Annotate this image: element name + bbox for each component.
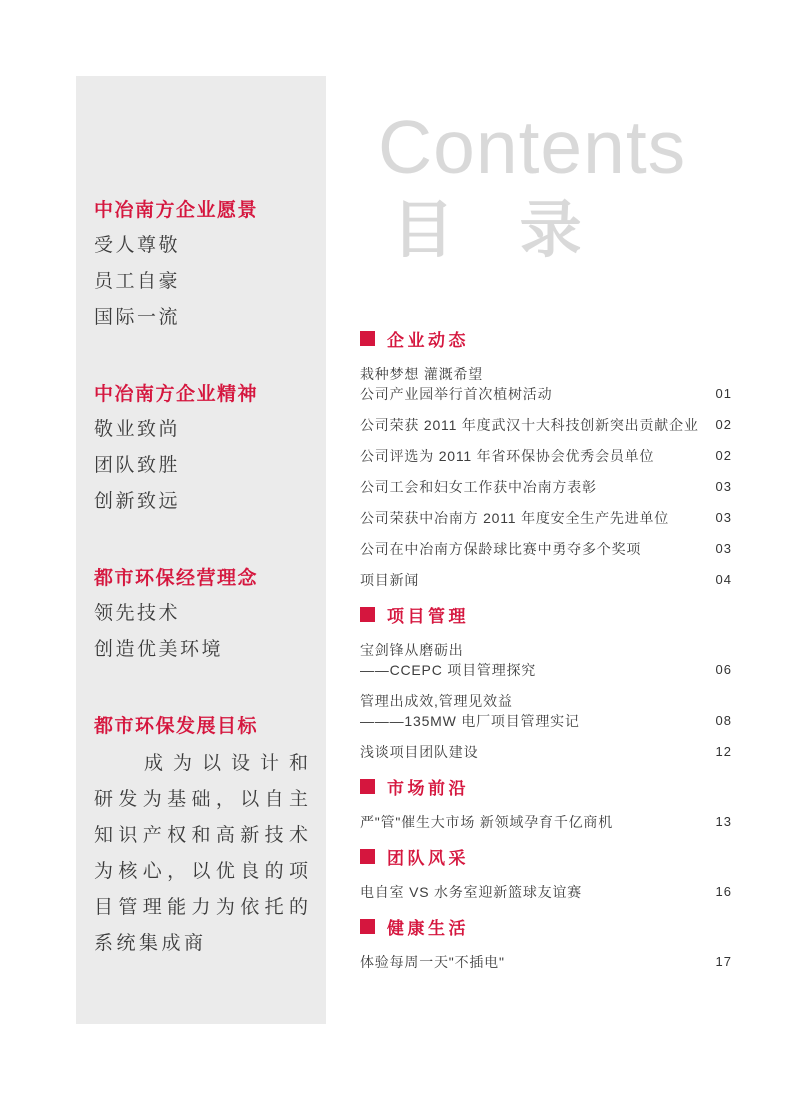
entry-title <box>360 952 505 972</box>
entry-title-line: 公司产业园举行首次植树活动 <box>360 386 553 402</box>
toc-section <box>360 602 732 762</box>
entry-title-line: 体验每周一天"不插电" <box>360 954 505 970</box>
sidebar-paragraph-line: 研发为基础，以自主 <box>94 789 308 810</box>
entry-title-line: ———135MW 电厂项目管理实记 <box>360 713 580 729</box>
section-header <box>360 326 732 351</box>
section-marker-square-icon <box>360 331 375 346</box>
section-marker-square-icon <box>360 919 375 934</box>
section-header <box>360 914 732 939</box>
sidebar-line: 领先技术 <box>94 603 181 624</box>
section-label: 团队风采 <box>387 849 469 868</box>
contents-title-zh: 目 录 <box>392 193 604 266</box>
entry-title-line: ——CCEPC 项目管理探究 <box>360 662 537 678</box>
entry-title <box>360 570 419 590</box>
entry-title <box>360 691 580 731</box>
sidebar-block <box>94 710 308 962</box>
sidebar-heading: 都市环保经营理念 <box>94 568 259 589</box>
entry-title-line: 管理出成效,管理见效益 <box>360 693 513 709</box>
entry-title <box>360 508 669 528</box>
toc-entry <box>360 691 732 731</box>
toc-entry <box>360 477 732 497</box>
entry-title <box>360 882 582 902</box>
toc-section <box>360 774 732 832</box>
sidebar-heading: 中冶南方企业愿景 <box>94 200 259 221</box>
sidebar-line: 创新致远 <box>94 491 181 512</box>
entry-title <box>360 640 536 680</box>
section-label: 市场前沿 <box>387 779 469 798</box>
entry-title <box>360 477 597 497</box>
entry-page-number: 03 <box>715 479 732 494</box>
section-marker-square-icon <box>360 607 375 622</box>
entry-title-line: 栽种梦想 灌溉希望 <box>360 366 484 382</box>
sidebar-heading: 中冶南方企业精神 <box>94 384 259 405</box>
toc-entry <box>360 508 732 528</box>
section-header <box>360 602 732 627</box>
entry-title-line: 公司评选为 2011 年省环保协会优秀会员单位 <box>360 448 655 464</box>
toc-section <box>360 914 732 972</box>
sidebar-line: 敬业致尚 <box>94 419 181 440</box>
toc-section <box>360 326 732 590</box>
entry-title-line: 公司工会和妇女工作获中冶南方表彰 <box>360 479 597 495</box>
sidebar-line: 团队致胜 <box>94 455 181 476</box>
entry-page-number: 03 <box>715 541 732 556</box>
toc-entry <box>360 742 732 762</box>
sidebar-heading: 都市环保发展目标 <box>94 716 259 737</box>
toc-entry <box>360 812 732 832</box>
entry-title-line: 公司在中冶南方保龄球比赛中勇夺多个奖项 <box>360 541 642 557</box>
entry-page-number: 16 <box>715 884 732 899</box>
sidebar-block <box>94 378 308 520</box>
sidebar-paragraph-line: 系统集成商 <box>94 933 207 954</box>
entry-page-number: 02 <box>715 448 732 463</box>
sidebar-paragraph <box>94 746 308 962</box>
entry-page-number: 02 <box>715 417 732 432</box>
toc-entry <box>360 364 732 404</box>
entry-title <box>360 742 478 762</box>
toc-section <box>360 844 732 902</box>
section-marker-square-icon <box>360 779 375 794</box>
sidebar-block <box>94 562 308 668</box>
section-label: 项目管理 <box>387 607 469 626</box>
entry-page-number: 13 <box>715 814 732 829</box>
sidebar-paragraph-line: 目管理能力为依托的 <box>94 897 308 918</box>
section-label: 健康生活 <box>387 919 469 938</box>
sidebar-paragraph-line: 为核心，以优良的项 <box>94 861 308 882</box>
entry-page-number: 03 <box>715 510 732 525</box>
entry-title <box>360 539 641 559</box>
entry-title <box>360 812 613 832</box>
section-marker-square-icon <box>360 849 375 864</box>
toc-entry <box>360 570 732 590</box>
entry-title-line: 公司荣获中冶南方 2011 年度安全生产先进单位 <box>360 510 670 526</box>
section-label: 企业动态 <box>387 331 469 350</box>
sidebar-line: 国际一流 <box>94 307 181 328</box>
toc-entry <box>360 446 732 466</box>
entry-title <box>360 446 654 466</box>
toc-list <box>360 326 732 983</box>
sidebar <box>76 76 326 1024</box>
section-header <box>360 774 732 799</box>
entry-page-number: 01 <box>715 386 732 401</box>
section-header <box>360 844 732 869</box>
toc-entry <box>360 539 732 559</box>
entry-title <box>360 364 552 404</box>
entry-title-line: 公司荣获 2011 年度武汉十大科技创新突出贡献企业 <box>360 417 699 433</box>
entry-title-line: 宝剑锋从磨砺出 <box>360 642 464 658</box>
sidebar-line: 创造优美环境 <box>94 639 224 660</box>
sidebar-paragraph-line: 知识产权和高新技术 <box>94 825 308 846</box>
entry-title <box>360 415 699 435</box>
toc-entry <box>360 882 732 902</box>
entry-page-number: 08 <box>715 713 732 728</box>
entry-title-line: 浅谈项目团队建设 <box>360 744 479 760</box>
sidebar-line: 员工自豪 <box>94 271 181 292</box>
entry-title-line: 项目新闻 <box>360 572 420 588</box>
entry-page-number: 06 <box>715 662 732 677</box>
entry-page-number: 12 <box>715 744 732 759</box>
sidebar-paragraph-line: 成为以设计和 <box>144 753 308 774</box>
toc-entry <box>360 415 732 435</box>
toc-entry <box>360 640 732 680</box>
entry-page-number: 17 <box>715 954 732 969</box>
sidebar-block <box>94 194 308 336</box>
entry-title-line: 电自室 VS 水务室迎新篮球友谊赛 <box>360 884 583 900</box>
contents-title-en: Contents <box>378 105 687 189</box>
entry-title-line: 严"管"催生大市场 新领域孕育千亿商机 <box>360 814 614 830</box>
sidebar-line: 受人尊敬 <box>94 235 181 256</box>
toc-entry <box>360 952 732 972</box>
entry-page-number: 04 <box>715 572 732 587</box>
